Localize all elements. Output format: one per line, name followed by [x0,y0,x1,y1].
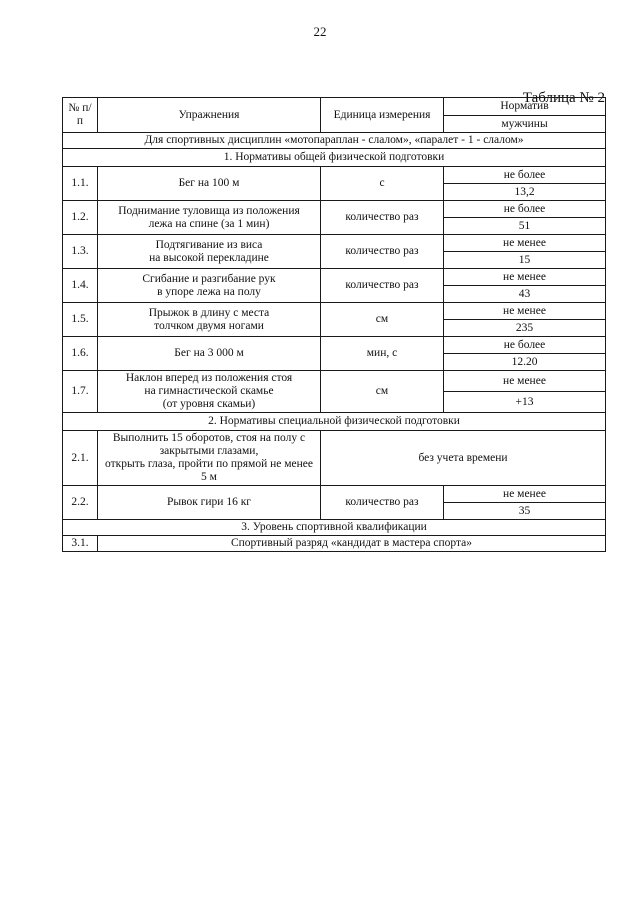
norm-value: 15 [444,252,606,269]
exercise-name [98,337,321,371]
exercise-name [98,486,321,520]
section-title: 1. Нормативы общей физической подготовки [63,149,606,167]
norm-condition: не менее [444,303,606,320]
section-title-row [63,149,606,167]
exercise-line: в упоре лежа на полу [157,285,261,298]
unit: количество раз [321,201,444,235]
row-number: 1.1. [63,167,98,201]
exercise-name [98,269,321,303]
norm-condition: не более [444,167,606,184]
table-row [63,337,606,354]
norm-condition: не более [444,201,606,218]
header-norm: Норматив [444,98,606,116]
exercise-line: Наклон вперед из положения стоя [125,372,293,384]
norm-condition: не более [444,337,606,354]
exercise-name [98,303,321,337]
exercise-line: Бег на 3 000 м [174,347,244,359]
header-gender: мужчины [444,116,606,133]
unit: см [321,303,444,337]
unit: количество раз [321,486,444,520]
norm-value: 51 [444,218,606,235]
row-number: 1.4. [63,269,98,303]
row-number: 3.1. [63,536,98,552]
unit: количество раз [321,235,444,269]
disciplines-caption: Для спортивных дисциплин «мотопараплан - слалом», «паралет - 1 - слалом» [63,133,606,149]
exercise-line: Сгибание и разгибание рук [142,272,276,285]
exercise-line: Поднимание туловища из положения [118,204,300,217]
norm-value: +13 [444,392,606,413]
norm-value: 43 [444,286,606,303]
norm-value: 12.20 [444,354,606,371]
norms-table [62,97,606,552]
page-number: 22 [313,24,327,39]
header-num: № п/п [63,98,98,133]
unit: мин, с [321,337,444,371]
section-title: 3. Уровень спортивной квалификации [63,520,606,536]
table-row [63,431,606,486]
norm-condition: не менее [444,235,606,252]
table-row [63,303,606,320]
row-number: 1.7. [63,371,98,413]
section-title-row [63,520,606,536]
exercise-line: открыть глаза, пройти по прямой не менее 5 м [105,458,313,483]
exercise-name [98,371,321,413]
norm-value: 235 [444,320,606,337]
exercise-line: на высокой перекладине [149,251,269,264]
exercise-line: Прыжок в длину с места [148,306,270,319]
section-title-row [63,413,606,431]
header-row [63,98,606,116]
row-number: 1.3. [63,235,98,269]
exercise-name [98,167,321,201]
header-exercise: Упражнения [98,98,321,133]
norm-condition: не менее [444,486,606,503]
norm-condition: не менее [444,269,606,286]
disciplines-row [63,133,606,149]
table-row [63,371,606,392]
table-row [63,201,606,218]
row-number: 1.5. [63,303,98,337]
table-row [63,167,606,184]
norm-condition: не менее [444,371,606,392]
row-number: 2.1. [63,431,98,486]
table-row [63,235,606,252]
section-title: 2. Нормативы специальной физической подготовки [63,413,606,431]
norm-condition: без учета времени [321,431,606,486]
unit: количество раз [321,269,444,303]
exercise-name [98,201,321,235]
row-number: 1.2. [63,201,98,235]
unit: см [321,371,444,413]
unit: с [321,167,444,201]
table-row [63,269,606,286]
exercise-line: Рывок гири 16 кг [166,496,251,508]
norm-value: 13,2 [444,184,606,201]
table-title: Таблица № 2 [522,90,605,106]
header-unit: Единица измерения [321,98,444,133]
exercise-line: лежа на спине (за 1 мин) [148,217,270,230]
row-number: 2.2. [63,486,98,520]
exercise-line: толчком двумя ногами [154,319,264,332]
norm-value: 35 [444,503,606,520]
exercise-line: (от уровня скамьи) [162,398,256,410]
exercise-line: на гимнастической скамье [144,385,274,397]
row-number: 1.6. [63,337,98,371]
exercise-name [98,431,321,486]
exercise-name [98,235,321,269]
table-row [63,536,606,552]
exercise-line: Бег на 100 м [178,177,240,189]
table-row [63,486,606,503]
exercise-line: Выполнить 15 оборотов, стоя на полу с закрытыми глазами, [112,432,306,457]
qualification-text: Спортивный разряд «кандидат в мастера спорта» [98,536,606,552]
exercise-line: Подтягивание из виса [155,238,263,251]
